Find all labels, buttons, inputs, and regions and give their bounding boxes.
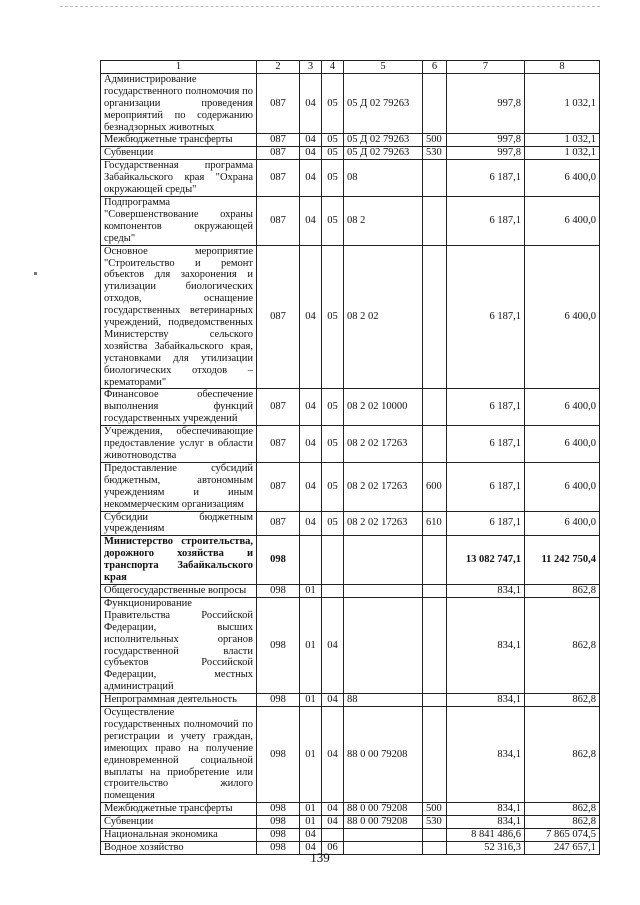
target-article-cell: 08 2 xyxy=(344,196,423,245)
sum-year2-cell: 6 400,0 xyxy=(525,196,600,245)
table-row xyxy=(101,816,600,829)
sum-year2-cell: 862,8 xyxy=(525,803,600,816)
subsection-cell: 05 xyxy=(322,511,344,536)
sum-year2-cell: 6 400,0 xyxy=(525,245,600,389)
subsection-cell xyxy=(322,829,344,842)
row-name-cell: Общегосударственные вопросы xyxy=(101,584,257,597)
grbs-cell: 098 xyxy=(257,829,300,842)
section-cell: 04 xyxy=(300,134,322,147)
row-name-cell: Финансовое обеспечение выполнения функций государственных учреждений xyxy=(101,389,257,426)
grbs-cell: 098 xyxy=(257,536,300,585)
row-name-cell: Непрограммная деятельность xyxy=(101,694,257,707)
target-article-cell: 05 Д 02 79263 xyxy=(344,147,423,160)
header-row xyxy=(101,61,600,74)
expense-type-cell xyxy=(423,73,447,134)
row-name-cell: Межбюджетные трансферты xyxy=(101,134,257,147)
expense-type-cell: 530 xyxy=(423,816,447,829)
table-row xyxy=(101,597,600,693)
sum-year1-cell: 8 841 486,6 xyxy=(447,829,525,842)
row-name-cell: Осуществление государственных полномочий по регистрации и учету граждан, имеющих право на получение единовременной социальной выплаты на приобретение или строительство жилого помещения xyxy=(101,707,257,803)
subsection-cell xyxy=(322,536,344,585)
subsection-cell: 05 xyxy=(322,147,344,160)
grbs-cell: 098 xyxy=(257,584,300,597)
grbs-cell: 087 xyxy=(257,511,300,536)
page-top-edge xyxy=(60,6,600,7)
row-name-cell: Министерство строительства, дорожного хозяйства и транспорта Забайкальского края xyxy=(101,536,257,585)
grbs-cell: 098 xyxy=(257,597,300,693)
expense-type-cell xyxy=(423,597,447,693)
row-name-cell: Государственная программа Забайкальского края "Охрана окружающей среды" xyxy=(101,160,257,197)
sum-year1-cell: 997,8 xyxy=(447,73,525,134)
table-row xyxy=(101,803,600,816)
row-name-cell: Водное хозяйство xyxy=(101,842,257,855)
table-row xyxy=(101,134,600,147)
section-cell: 04 xyxy=(300,462,322,511)
sum-year2-cell: 6 400,0 xyxy=(525,462,600,511)
sum-year2-cell: 862,8 xyxy=(525,707,600,803)
expense-type-cell: 530 xyxy=(423,147,447,160)
target-article-cell: 08 2 02 17263 xyxy=(344,462,423,511)
section-cell: 04 xyxy=(300,245,322,389)
section-cell: 01 xyxy=(300,803,322,816)
budget-table xyxy=(100,60,600,855)
grbs-cell: 087 xyxy=(257,426,300,463)
sum-year1-cell: 997,8 xyxy=(447,134,525,147)
sum-year2-cell: 6 400,0 xyxy=(525,389,600,426)
row-name-cell: Подпрограмма "Совершенствование охраны компонентов окружающей среды" xyxy=(101,196,257,245)
table-row xyxy=(101,511,600,536)
grbs-cell: 087 xyxy=(257,134,300,147)
section-cell: 04 xyxy=(300,73,322,134)
subsection-cell: 06 xyxy=(322,842,344,855)
expense-type-cell xyxy=(423,389,447,426)
sum-year2-cell: 6 400,0 xyxy=(525,511,600,536)
sum-year2-cell: 247 657,1 xyxy=(525,842,600,855)
section-cell: 04 xyxy=(300,842,322,855)
header-cell: 3 xyxy=(300,61,322,74)
table-row xyxy=(101,389,600,426)
header-cell: 6 xyxy=(423,61,447,74)
section-cell: 01 xyxy=(300,584,322,597)
target-article-cell: 88 0 00 79208 xyxy=(344,816,423,829)
section-cell xyxy=(300,536,322,585)
section-cell: 04 xyxy=(300,196,322,245)
sum-year2-cell: 862,8 xyxy=(525,584,600,597)
header-cell: 4 xyxy=(322,61,344,74)
margin-mark xyxy=(34,272,37,275)
expense-type-cell xyxy=(423,694,447,707)
sum-year2-cell: 7 865 074,5 xyxy=(525,829,600,842)
sum-year1-cell: 6 187,1 xyxy=(447,389,525,426)
subsection-cell: 05 xyxy=(322,196,344,245)
sum-year1-cell: 997,8 xyxy=(447,147,525,160)
section-cell: 04 xyxy=(300,829,322,842)
sum-year2-cell: 1 032,1 xyxy=(525,73,600,134)
section-cell: 01 xyxy=(300,597,322,693)
table-row xyxy=(101,245,600,389)
subsection-cell: 05 xyxy=(322,134,344,147)
target-article-cell xyxy=(344,536,423,585)
sum-year2-cell: 1 032,1 xyxy=(525,134,600,147)
target-article-cell: 08 xyxy=(344,160,423,197)
subsection-cell: 05 xyxy=(322,462,344,511)
target-article-cell: 88 xyxy=(344,694,423,707)
target-article-cell xyxy=(344,597,423,693)
expense-type-cell xyxy=(423,196,447,245)
grbs-cell: 098 xyxy=(257,707,300,803)
sum-year1-cell: 52 316,3 xyxy=(447,842,525,855)
sum-year1-cell: 834,1 xyxy=(447,803,525,816)
expense-type-cell: 600 xyxy=(423,462,447,511)
grbs-cell: 087 xyxy=(257,160,300,197)
sum-year2-cell: 862,8 xyxy=(525,694,600,707)
row-name-cell: Основное мероприятие "Строительство и ремонт объектов для захоронения и утилизации биологических отходов, оснащение государственных ветеринарных учреждений, подведомственных Министерству сельского хозяйства Забайкальского края, установками для утилизации биологических отходов – крематорами" xyxy=(101,245,257,389)
row-name-cell: Функционирование Правительства Российской Федерации, высших исполнительных органов государственной власти субъектов Российской Федерации, местных администраций xyxy=(101,597,257,693)
section-cell: 04 xyxy=(300,511,322,536)
sum-year1-cell: 6 187,1 xyxy=(447,426,525,463)
subsection-cell: 04 xyxy=(322,707,344,803)
header-cell: 5 xyxy=(344,61,423,74)
expense-type-cell xyxy=(423,160,447,197)
sum-year2-cell: 11 242 750,4 xyxy=(525,536,600,585)
target-article-cell xyxy=(344,584,423,597)
target-article-cell: 08 2 02 xyxy=(344,245,423,389)
table-row xyxy=(101,426,600,463)
sum-year1-cell: 834,1 xyxy=(447,816,525,829)
row-name-cell: Субсидии бюджетным учреждениям xyxy=(101,511,257,536)
sum-year1-cell: 6 187,1 xyxy=(447,160,525,197)
table-row xyxy=(101,584,600,597)
subsection-cell: 05 xyxy=(322,160,344,197)
sum-year1-cell: 13 082 747,1 xyxy=(447,536,525,585)
subsection-cell: 05 xyxy=(322,245,344,389)
subsection-cell xyxy=(322,584,344,597)
row-name-cell: Субвенции xyxy=(101,147,257,160)
target-article-cell: 88 0 00 79208 xyxy=(344,707,423,803)
grbs-cell: 087 xyxy=(257,389,300,426)
sum-year1-cell: 6 187,1 xyxy=(447,196,525,245)
target-article-cell xyxy=(344,829,423,842)
section-cell: 01 xyxy=(300,694,322,707)
subsection-cell: 05 xyxy=(322,73,344,134)
table-row xyxy=(101,147,600,160)
grbs-cell: 087 xyxy=(257,196,300,245)
section-cell: 04 xyxy=(300,389,322,426)
row-name-cell: Субвенции xyxy=(101,816,257,829)
sum-year2-cell: 1 032,1 xyxy=(525,147,600,160)
header-cell: 2 xyxy=(257,61,300,74)
table-row xyxy=(101,196,600,245)
expense-type-cell xyxy=(423,426,447,463)
expense-type-cell: 610 xyxy=(423,511,447,536)
table-row xyxy=(101,462,600,511)
grbs-cell: 087 xyxy=(257,73,300,134)
expense-type-cell xyxy=(423,584,447,597)
table-row xyxy=(101,707,600,803)
sum-year2-cell: 862,8 xyxy=(525,597,600,693)
sum-year1-cell: 834,1 xyxy=(447,584,525,597)
table-row xyxy=(101,694,600,707)
target-article-cell: 05 Д 02 79263 xyxy=(344,134,423,147)
row-name-cell: Предоставление субсидий бюджетным, автономным учреждениям и иным некоммерческим организациям xyxy=(101,462,257,511)
section-cell: 04 xyxy=(300,160,322,197)
row-name-cell: Национальная экономика xyxy=(101,829,257,842)
expense-type-cell xyxy=(423,707,447,803)
sum-year2-cell: 862,8 xyxy=(525,816,600,829)
table-row xyxy=(101,829,600,842)
sum-year1-cell: 834,1 xyxy=(447,597,525,693)
expense-type-cell xyxy=(423,536,447,585)
budget-table-body xyxy=(101,61,600,855)
grbs-cell: 098 xyxy=(257,803,300,816)
sum-year1-cell: 6 187,1 xyxy=(447,511,525,536)
grbs-cell: 087 xyxy=(257,462,300,511)
section-cell: 01 xyxy=(300,707,322,803)
grbs-cell: 098 xyxy=(257,816,300,829)
expense-type-cell xyxy=(423,829,447,842)
subsection-cell: 04 xyxy=(322,597,344,693)
target-article-cell: 08 2 02 10000 xyxy=(344,389,423,426)
table-row xyxy=(101,73,600,134)
section-cell: 01 xyxy=(300,816,322,829)
subsection-cell: 04 xyxy=(322,803,344,816)
sum-year2-cell: 6 400,0 xyxy=(525,160,600,197)
subsection-cell: 04 xyxy=(322,694,344,707)
subsection-cell: 04 xyxy=(322,816,344,829)
header-cell: 8 xyxy=(525,61,600,74)
target-article-cell: 88 0 00 79208 xyxy=(344,803,423,816)
expense-type-cell xyxy=(423,245,447,389)
grbs-cell: 087 xyxy=(257,147,300,160)
expense-type-cell: 500 xyxy=(423,803,447,816)
grbs-cell: 087 xyxy=(257,245,300,389)
table-row xyxy=(101,536,600,585)
sum-year1-cell: 6 187,1 xyxy=(447,462,525,511)
row-name-cell: Учреждения, обеспечивающие предоставление услуг в области животноводства xyxy=(101,426,257,463)
target-article-cell: 08 2 02 17263 xyxy=(344,426,423,463)
row-name-cell: Администрирование государственного полномочия по организации проведения мероприятий по содержанию безнадзорных животных xyxy=(101,73,257,134)
target-article-cell: 08 2 02 17263 xyxy=(344,511,423,536)
row-name-cell: Межбюджетные трансферты xyxy=(101,803,257,816)
table-row xyxy=(101,160,600,197)
grbs-cell: 098 xyxy=(257,694,300,707)
subsection-cell: 05 xyxy=(322,426,344,463)
header-cell: 1 xyxy=(101,61,257,74)
section-cell: 04 xyxy=(300,426,322,463)
page-number: 139 xyxy=(310,850,330,865)
target-article-cell: 05 Д 02 79263 xyxy=(344,73,423,134)
sum-year1-cell: 6 187,1 xyxy=(447,245,525,389)
grbs-cell: 098 xyxy=(257,842,300,855)
expense-type-cell: 500 xyxy=(423,134,447,147)
sum-year1-cell: 834,1 xyxy=(447,694,525,707)
section-cell: 04 xyxy=(300,147,322,160)
subsection-cell: 05 xyxy=(322,389,344,426)
sum-year1-cell: 834,1 xyxy=(447,707,525,803)
header-cell: 7 xyxy=(447,61,525,74)
sum-year2-cell: 6 400,0 xyxy=(525,426,600,463)
